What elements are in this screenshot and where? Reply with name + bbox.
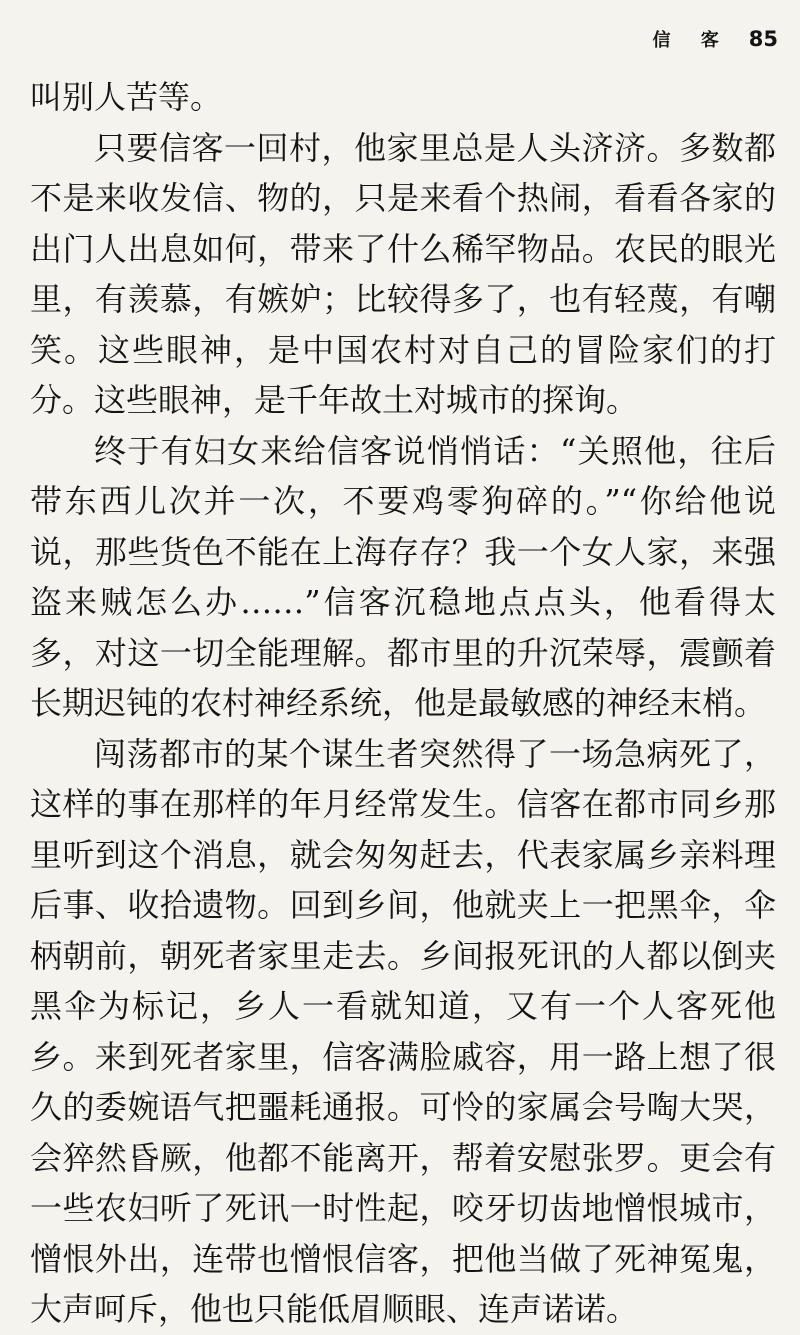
paragraph: 终于有妇女来给信客说悄悄话：“关照他，往后带东西儿次并一次，不要鸡零狗碎的。”“你给他说说，那些货色不能在上海存存？我一个女人家，来强盗来贼怎么办……”信客沉稳地点点头，他看得太多，对这一切全能理解。都市里的升沉荣辱，震颤着长期迟钝的农村神经系统，他是最敏感的神经末梢。	[30, 431, 776, 722]
paragraph: 闯荡都市的某个谋生者突然得了一场急病死了，这样的事在那样的年月经常发生。信客在都市同乡那里听到这个消息，就会匆匆赶去，代表家属乡亲料理后事、收拾遗物。回到乡间，他就夹上一把黑伞，伞柄朝前，朝死者家里走去。乡间报死讯的人都以倒夹黑伞为标记，乡人一看就知道，又有一个人客死他乡。来到死者家里，信客满脸戚容，用一路上想了很久的委婉语气把噩耗通报。可怜的家属会号啕大哭，会猝然昏厥，他都不能离开，帮着安慰张罗。更会有一些农妇听了死讯一时性起，咬牙切齿地憎恨城市，憎恨外出，连带也憎恨信客，把他当做了死神冤鬼，大声呵斥，他也只能低眉顺眼、连声诺诺。	[30, 734, 776, 1328]
paragraph: 只要信客一回村，他家里总是人头济济。多数都不是来收发信、物的，只是来看个热闹，看看各家的出门人出息如何，带来了什么稀罕物品。农民的眼光里，有羡慕，有嫉妒；比较得多了，也有轻蔑，有嘲笑。这些眼神，是中国农村对自己的冒险家们的打分。这些眼神，是千年故土对城市的探询。	[30, 128, 776, 419]
running-title: 信 客	[652, 30, 731, 51]
page-number: 85	[748, 27, 778, 51]
paragraph-continued: 叫别人苦等。	[30, 78, 223, 116]
body-text	[30, 72, 776, 1335]
running-header	[652, 22, 778, 56]
